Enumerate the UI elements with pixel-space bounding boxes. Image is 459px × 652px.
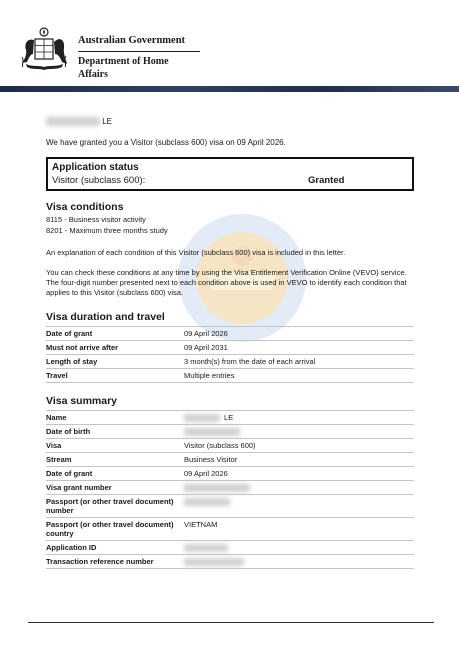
- redacted-value: [184, 428, 240, 436]
- condition-item: 8115 - Business visitor activity: [46, 215, 146, 224]
- table-row: [46, 411, 414, 425]
- application-status-box: [46, 157, 414, 191]
- table-row: [46, 369, 414, 383]
- visa-duration-title: Visa duration and travel: [46, 311, 165, 323]
- recipient-name: [46, 117, 112, 126]
- row-label: Name: [46, 411, 184, 425]
- row-label: Visa grant number: [46, 481, 184, 495]
- redacted-value: [184, 558, 244, 566]
- vevo-paragraph: You can check these conditions at any time by using the Visa Entitlement Verification Online (VEVO) service. The four-digit number presented next to each condition above is used in VEVO to identify each condition that applies to this Visitor (subclass 600) visa.: [46, 268, 407, 297]
- government-name: Australian Government: [78, 34, 200, 52]
- redacted-value: [184, 498, 230, 506]
- table-row: [46, 341, 414, 355]
- row-label: Passport (or other travel document) country: [46, 518, 184, 541]
- row-label: Date of birth: [46, 425, 184, 439]
- table-row: [46, 327, 414, 341]
- redacted-value: [184, 484, 250, 492]
- row-label: Date of grant: [46, 327, 184, 341]
- table-row: [46, 555, 414, 569]
- row-value: 09 April 2026: [184, 327, 414, 341]
- application-status-title: Application status: [52, 162, 139, 173]
- row-label: Visa: [46, 439, 184, 453]
- condition-item: 8201 - Maximum three months study: [46, 226, 168, 235]
- row-value: 09 April 2026: [184, 467, 414, 481]
- redacted-value: [184, 414, 220, 422]
- table-row: [46, 518, 414, 541]
- visa-conditions-title: Visa conditions: [46, 201, 124, 213]
- table-row: [46, 495, 414, 518]
- table-row: [46, 541, 414, 555]
- row-label: Travel: [46, 369, 184, 383]
- header-band: [0, 86, 459, 92]
- redacted-given-name: [46, 117, 100, 126]
- visa-summary-table: [46, 410, 414, 569]
- table-row: [46, 467, 414, 481]
- row-label: Application ID: [46, 541, 184, 555]
- row-label: Date of grant: [46, 467, 184, 481]
- row-value: LE: [224, 413, 234, 422]
- department-name: Department of Home Affairs: [78, 56, 169, 80]
- recipient-surname: LE: [102, 117, 113, 126]
- table-row: [46, 425, 414, 439]
- row-value: Business Visitor: [184, 453, 414, 467]
- row-value: Multiple entries: [184, 369, 414, 383]
- table-row: [46, 453, 414, 467]
- footer-divider: [28, 622, 434, 623]
- row-value: Visitor (subclass 600): [184, 439, 414, 453]
- row-label: Must not arrive after: [46, 341, 184, 355]
- redacted-value: [184, 544, 228, 552]
- row-value: 09 April 2031: [184, 341, 414, 355]
- visa-summary-title: Visa summary: [46, 395, 118, 407]
- letterhead: [0, 0, 459, 90]
- application-status-value: Granted: [308, 175, 345, 186]
- row-value: 3 month(s) from the date of each arrival: [184, 355, 414, 369]
- table-row: [46, 481, 414, 495]
- grant-intro: We have granted you a Visitor (subclass 600) visa on 09 April 2026.: [46, 138, 286, 147]
- visa-duration-table: [46, 326, 414, 383]
- row-label: Length of stay: [46, 355, 184, 369]
- row-value: VIETNAM: [184, 518, 414, 541]
- table-row: [46, 355, 414, 369]
- row-label: Transaction reference number: [46, 555, 184, 569]
- row-label: Passport (or other travel document) number: [46, 495, 184, 518]
- coat-of-arms-icon: [18, 26, 70, 72]
- application-status-label: Visitor (subclass 600):: [52, 175, 146, 186]
- conditions-explanation: An explanation of each condition of this Visitor (subclass 600) visa is included in this letter.: [46, 248, 346, 257]
- row-label: Stream: [46, 453, 184, 467]
- table-row: [46, 439, 414, 453]
